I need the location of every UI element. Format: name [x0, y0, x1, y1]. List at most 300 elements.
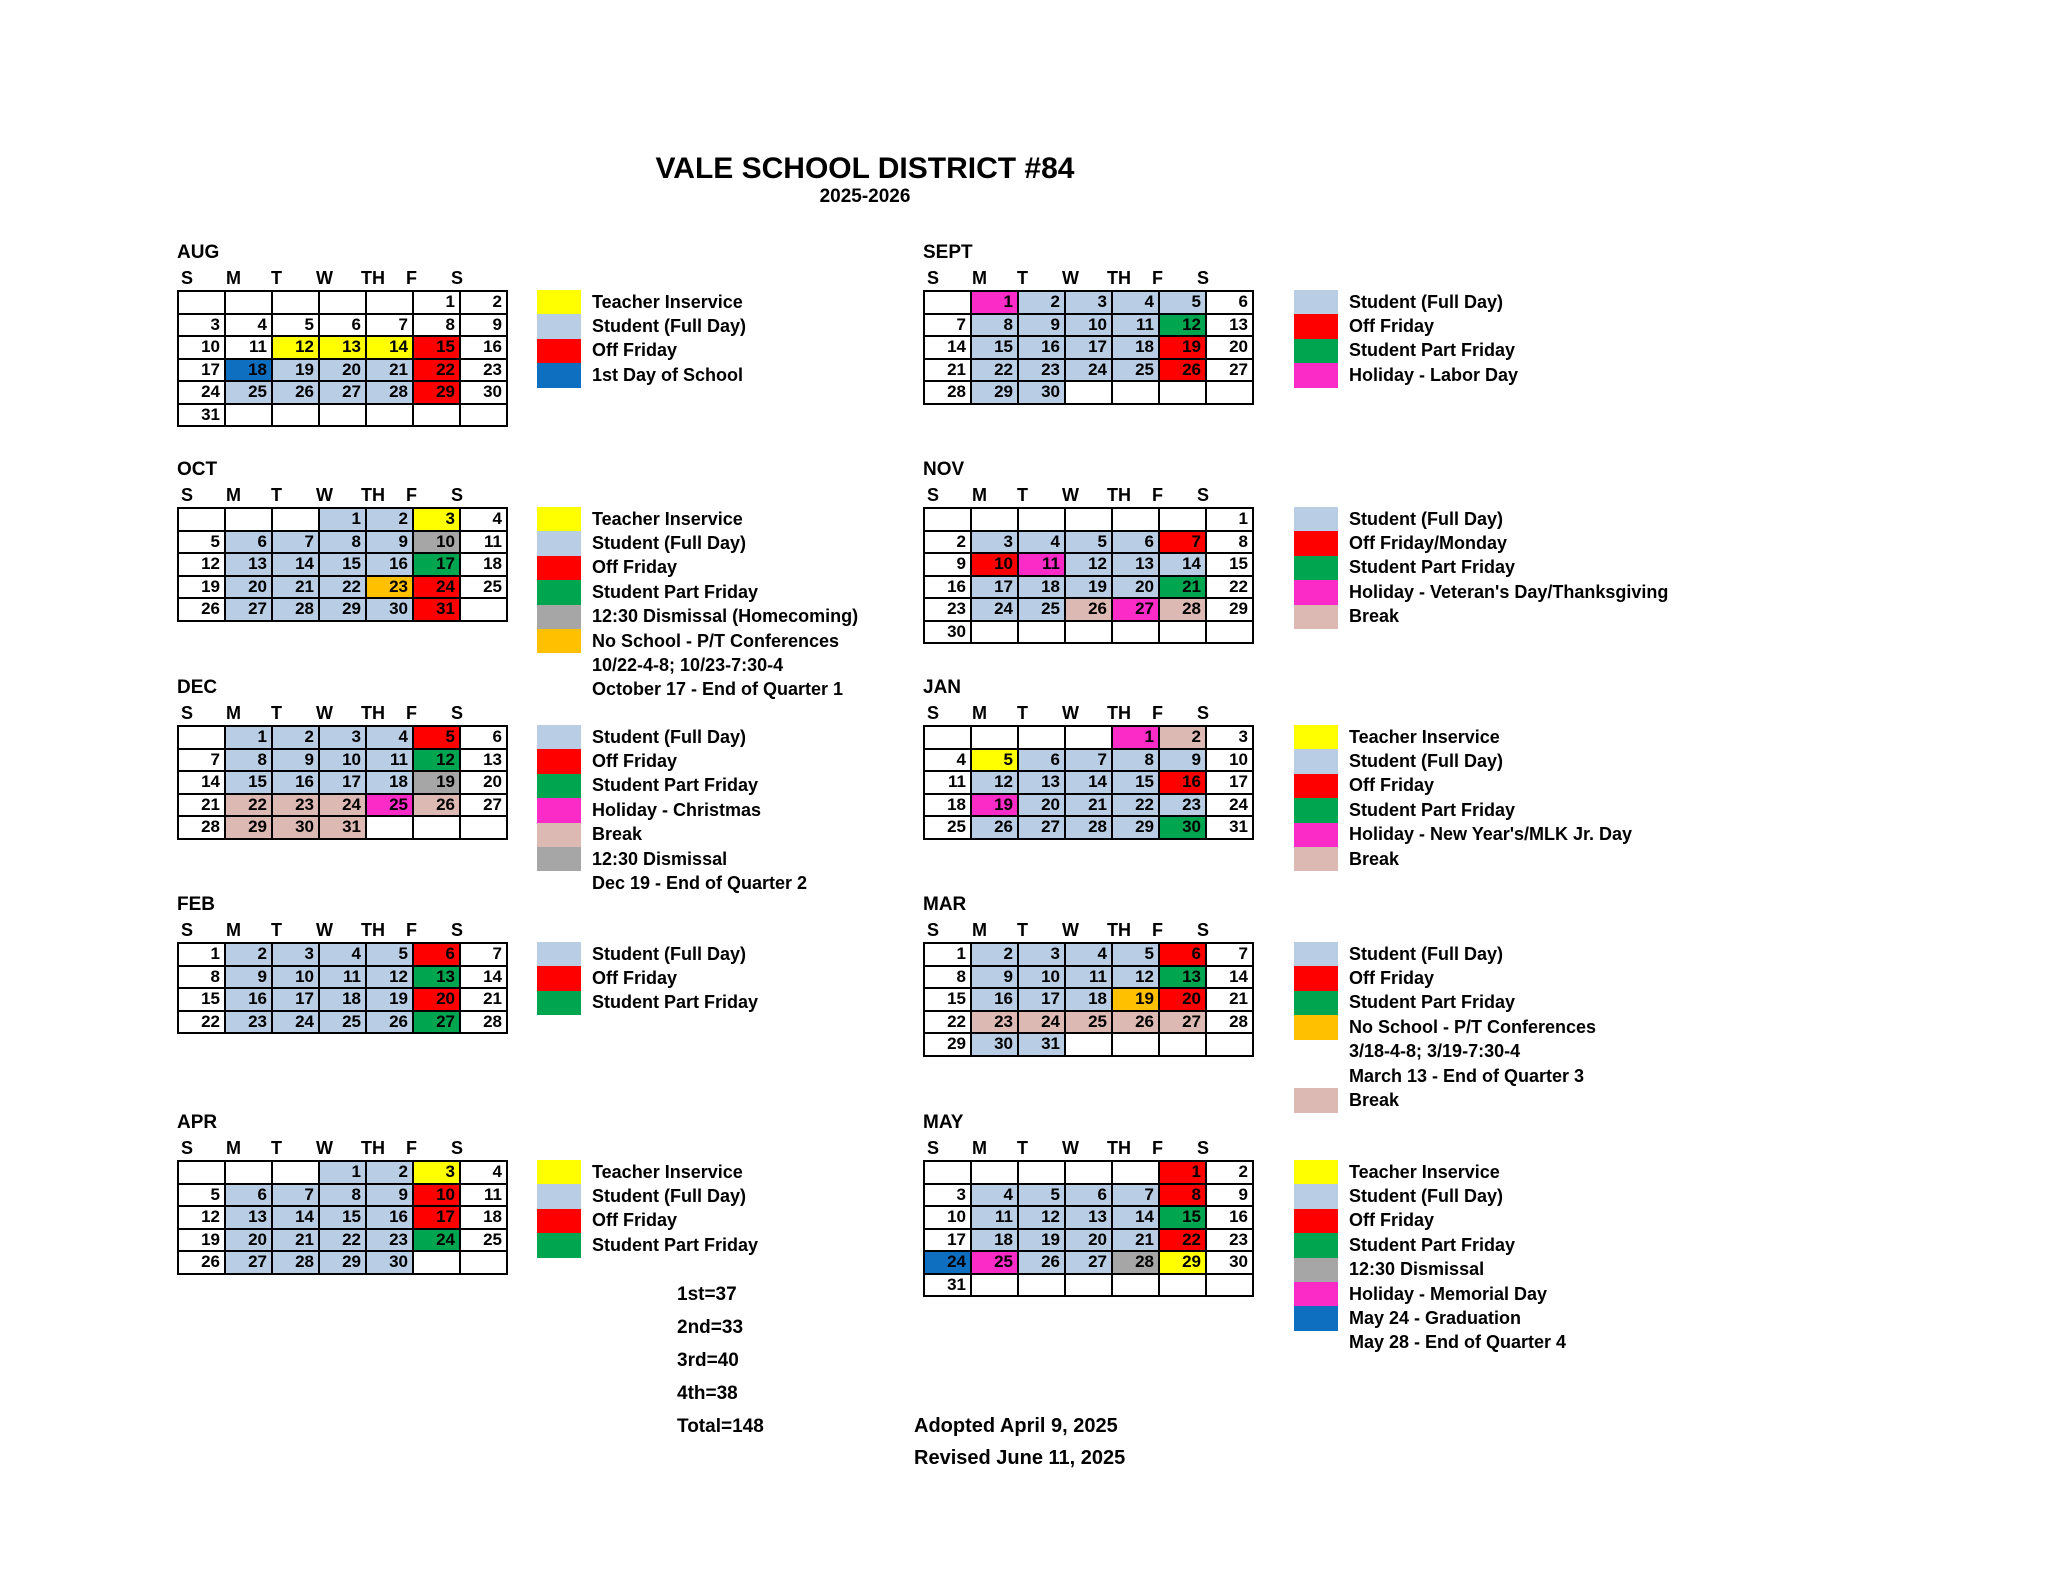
day-cell: 1: [924, 943, 971, 966]
week-row: [178, 598, 507, 621]
legend-label: Off Friday: [592, 968, 678, 989]
weekday-header: S: [927, 1138, 940, 1158]
day-cell: 13: [319, 336, 366, 359]
legend-row: [1294, 823, 1632, 847]
weekday-header: F: [406, 703, 417, 723]
day-cell: 24: [971, 598, 1018, 621]
weekday-header: T: [271, 1138, 282, 1158]
day-cell: 8: [1112, 749, 1159, 772]
legend-label: Student (Full Day): [592, 943, 746, 964]
day-cell: 31: [924, 1274, 971, 1297]
legend-row: [1294, 1040, 1596, 1064]
weekday-header: S: [927, 703, 940, 723]
day-cell: 22: [413, 359, 460, 382]
day-cell: 6: [1018, 749, 1065, 772]
week-row: [178, 336, 507, 359]
empty-day-cell: [924, 1161, 971, 1184]
day-cell: 12: [413, 749, 460, 772]
day-cell: 4: [460, 1161, 507, 1184]
empty-day-cell: [225, 404, 272, 427]
legend-row: [537, 290, 746, 314]
week-row: [178, 553, 507, 576]
legend-row: [537, 725, 807, 749]
day-cell: 10: [1018, 966, 1065, 989]
day-cell: 2: [272, 726, 319, 749]
day-cell: 28: [1065, 816, 1112, 839]
day-cell: 4: [319, 943, 366, 966]
legend-label: 12:30 Dismissal: [592, 848, 728, 869]
day-cell: 20: [319, 359, 366, 382]
day-cell: 24: [413, 576, 460, 599]
day-cell: 25: [1112, 359, 1159, 382]
day-cell: 8: [178, 966, 225, 989]
day-cell: 17: [178, 359, 225, 382]
week-row: [924, 359, 1253, 382]
legend-row: [537, 507, 858, 531]
day-cell: 11: [1065, 966, 1112, 989]
day-cell: 10: [413, 1184, 460, 1207]
empty-day-cell: [971, 508, 1018, 531]
day-cell: 26: [1159, 359, 1206, 382]
legend-swatch-off: [537, 339, 581, 363]
week-row: [178, 1184, 507, 1207]
legend-row: [537, 531, 858, 555]
month-nov-grid: [923, 507, 1254, 644]
day-cell: 2: [1018, 291, 1065, 314]
month-jan: [923, 677, 1254, 840]
weekday-header: S: [927, 268, 940, 288]
legend-row: [1294, 1088, 1596, 1112]
week-row: [924, 576, 1253, 599]
day-cell: 15: [319, 553, 366, 576]
day-cell: 10: [178, 336, 225, 359]
empty-day-cell: [413, 404, 460, 427]
empty-day-cell: [1112, 1161, 1159, 1184]
day-cell: 7: [272, 531, 319, 554]
legend-row: [537, 847, 807, 871]
day-cell: 27: [225, 1251, 272, 1274]
day-cell: 25: [366, 794, 413, 817]
month-apr: [177, 1112, 508, 1275]
legend-swatch-holiday: [1294, 1282, 1338, 1306]
weekday-header: F: [406, 1138, 417, 1158]
day-cell: 21: [272, 1229, 319, 1252]
weekday-header: T: [271, 268, 282, 288]
day-cell: 4: [971, 1184, 1018, 1207]
week-row: [178, 726, 507, 749]
weekday-header-row: [177, 485, 508, 507]
legend-swatch-off: [537, 556, 581, 580]
week-row: [924, 1251, 1253, 1274]
day-cell: 4: [225, 314, 272, 337]
month-label: SEPT: [923, 242, 973, 263]
day-cell: 26: [178, 598, 225, 621]
quarter-3-total: 3rd=40: [677, 1350, 739, 1371]
day-cell: 17: [272, 988, 319, 1011]
day-cell: 15: [924, 988, 971, 1011]
empty-day-cell: [225, 1161, 272, 1184]
day-cell: 2: [1159, 726, 1206, 749]
legend-row: [537, 605, 858, 629]
day-cell: 3: [272, 943, 319, 966]
day-cell: 2: [971, 943, 1018, 966]
week-row: [924, 621, 1253, 644]
legend-label: Off Friday: [592, 557, 678, 578]
empty-day-cell: [272, 508, 319, 531]
day-cell: 21: [366, 359, 413, 382]
legend-label: Student Part Friday: [592, 992, 759, 1013]
legend-label: Teacher Inservice: [592, 291, 743, 312]
day-cell: 26: [1112, 1011, 1159, 1034]
empty-day-cell: [1065, 726, 1112, 749]
legend-label: May 24 - Graduation: [1349, 1308, 1522, 1329]
legend-swatch-holiday: [1294, 580, 1338, 604]
day-cell: 19: [971, 794, 1018, 817]
empty-day-cell: [1065, 508, 1112, 531]
week-row: [178, 988, 507, 1011]
quarter-2-total: 2nd=33: [677, 1317, 744, 1338]
weekday-header: TH: [1107, 703, 1131, 723]
day-cell: 31: [413, 598, 460, 621]
day-cell: 2: [924, 531, 971, 554]
legend-row: [537, 314, 746, 338]
day-cell: 18: [1065, 988, 1112, 1011]
legend-label: Off Friday: [1349, 968, 1435, 989]
empty-day-cell: [1065, 621, 1112, 644]
day-cell: 5: [178, 531, 225, 554]
day-cell: 15: [1206, 553, 1253, 576]
legend-label: May 28 - End of Quarter 4: [1349, 1332, 1567, 1353]
week-row: [178, 1011, 507, 1034]
day-cell: 29: [225, 816, 272, 839]
month-label: NOV: [923, 459, 965, 480]
day-cell: 9: [225, 966, 272, 989]
day-cell: 30: [1206, 1251, 1253, 1274]
legend-row: [1294, 966, 1596, 990]
month-may-legend: [1294, 1160, 1566, 1355]
day-cell: 18: [971, 1229, 1018, 1252]
legend-label: 12:30 Dismissal: [1349, 1259, 1485, 1280]
day-cell: 4: [366, 726, 413, 749]
legend-swatch-off: [1294, 966, 1338, 990]
day-cell: 25: [1065, 1011, 1112, 1034]
month-dec: [177, 677, 508, 840]
day-cell: 13: [1112, 553, 1159, 576]
day-cell: 11: [1112, 314, 1159, 337]
week-row: [924, 598, 1253, 621]
day-cell: 6: [225, 531, 272, 554]
day-cell: 10: [272, 966, 319, 989]
weekday-header: TH: [361, 1138, 385, 1158]
empty-day-cell: [413, 1251, 460, 1274]
month-jan-grid: [923, 725, 1254, 840]
empty-day-cell: [1065, 381, 1112, 404]
day-cell: 4: [1065, 943, 1112, 966]
day-cell: 5: [178, 1184, 225, 1207]
legend-row: [1294, 749, 1632, 773]
legend-label: Holiday - Labor Day: [1349, 364, 1519, 385]
day-cell: 7: [366, 314, 413, 337]
legend-row: [1294, 1258, 1566, 1282]
day-cell: 20: [225, 1229, 272, 1252]
day-cell: 18: [460, 553, 507, 576]
legend-swatch-spacer: [1294, 1040, 1338, 1064]
legend-label: Student (Full Day): [592, 1186, 746, 1207]
day-cell: 16: [924, 576, 971, 599]
weekday-header-row: [177, 268, 508, 290]
day-cell: 13: [460, 749, 507, 772]
week-row: [178, 381, 507, 404]
day-cell: 14: [1206, 966, 1253, 989]
weekday-header: F: [1152, 1138, 1163, 1158]
day-cell: 16: [971, 988, 1018, 1011]
day-cell: 31: [319, 816, 366, 839]
day-cell: 9: [366, 1184, 413, 1207]
weekday-header: T: [1017, 1138, 1028, 1158]
legend-row: [537, 966, 758, 990]
day-cell: 8: [1206, 531, 1253, 554]
day-cell: 25: [971, 1251, 1018, 1274]
week-row: [178, 314, 507, 337]
day-cell: 14: [272, 553, 319, 576]
day-cell: 16: [1018, 336, 1065, 359]
weekday-header-row: [923, 920, 1254, 942]
month-sept-legend: [1294, 290, 1518, 388]
legend-swatch-student: [537, 1184, 581, 1208]
legend-label: Student Part Friday: [1349, 1234, 1516, 1255]
day-cell: 5: [1018, 1184, 1065, 1207]
adoption-note: [914, 1413, 1125, 1477]
day-cell: 28: [1206, 1011, 1253, 1034]
day-cell: 24: [1018, 1011, 1065, 1034]
weekday-header-row: [177, 703, 508, 725]
legend-swatch-holiday: [1294, 363, 1338, 387]
legend-swatch-first-day: [537, 363, 581, 387]
day-cell: 21: [1159, 576, 1206, 599]
legend-swatch-inservice: [537, 290, 581, 314]
day-cell: 8: [319, 1184, 366, 1207]
legend-row: [1294, 556, 1668, 580]
day-cell: 3: [413, 1161, 460, 1184]
day-cell: 20: [460, 771, 507, 794]
empty-day-cell: [1159, 508, 1206, 531]
year-total: Total=148: [677, 1416, 764, 1437]
month-label: OCT: [177, 459, 218, 480]
day-cell: 9: [924, 553, 971, 576]
month-dec-grid: [177, 725, 508, 840]
weekday-header: S: [451, 485, 464, 505]
day-cell: 28: [272, 598, 319, 621]
day-cell: 7: [1159, 531, 1206, 554]
week-row: [924, 336, 1253, 359]
day-cell: 30: [1018, 381, 1065, 404]
legend-swatch-off: [537, 749, 581, 773]
legend-swatch-off: [1294, 1209, 1338, 1233]
day-cell: 3: [1018, 943, 1065, 966]
weekday-header: W: [1062, 1138, 1079, 1158]
legend-swatch-off: [1294, 531, 1338, 555]
revised-date: Revised June 11, 2025: [914, 1447, 1126, 1469]
adopted-date: Adopted April 9, 2025: [914, 1415, 1118, 1437]
empty-day-cell: [971, 1161, 1018, 1184]
weekday-header: TH: [361, 485, 385, 505]
day-cell: 29: [971, 381, 1018, 404]
week-row: [924, 794, 1253, 817]
day-cell: 11: [225, 336, 272, 359]
day-cell: 27: [1159, 1011, 1206, 1034]
month-jan-legend: [1294, 725, 1632, 871]
legend-row: [537, 871, 807, 895]
empty-day-cell: [366, 816, 413, 839]
legend-swatch-student: [537, 531, 581, 555]
legend-swatch-break: [537, 823, 581, 847]
legend-swatch-spacer: [1294, 1331, 1338, 1355]
empty-day-cell: [460, 1251, 507, 1274]
empty-day-cell: [319, 404, 366, 427]
day-cell: 30: [971, 1033, 1018, 1056]
legend-row: [537, 1209, 758, 1233]
legend-row: [537, 991, 758, 1015]
legend-swatch-inservice: [537, 507, 581, 531]
day-cell: 4: [1112, 291, 1159, 314]
day-cell: 14: [924, 336, 971, 359]
legend-label: Student Part Friday: [1349, 992, 1516, 1013]
legend-label: Student Part Friday: [592, 1234, 759, 1255]
day-cell: 24: [1206, 794, 1253, 817]
day-cell: 3: [924, 1184, 971, 1207]
legend-row: [1294, 1184, 1566, 1208]
day-cell: 13: [413, 966, 460, 989]
day-cell: 22: [1206, 576, 1253, 599]
legend-label: Dec 19 - End of Quarter 2: [592, 873, 808, 894]
legend-row: [537, 580, 858, 604]
week-row: [178, 531, 507, 554]
day-cell: 18: [225, 359, 272, 382]
legend-row: [1294, 725, 1632, 749]
day-cell: 23: [366, 576, 413, 599]
day-cell: 1: [1159, 1161, 1206, 1184]
week-row: [924, 381, 1253, 404]
day-cell: 19: [1112, 988, 1159, 1011]
empty-day-cell: [1159, 1033, 1206, 1056]
day-cell: 6: [319, 314, 366, 337]
empty-day-cell: [1018, 1161, 1065, 1184]
week-row: [924, 1274, 1253, 1297]
month-aug-grid: [177, 290, 508, 427]
day-cell: 29: [1112, 816, 1159, 839]
week-row: [924, 1184, 1253, 1207]
day-cell: 16: [225, 988, 272, 1011]
day-cell: 23: [1018, 359, 1065, 382]
day-cell: 29: [924, 1033, 971, 1056]
weekday-header: F: [1152, 485, 1163, 505]
day-cell: 7: [178, 749, 225, 772]
empty-day-cell: [1112, 1274, 1159, 1297]
week-row: [924, 314, 1253, 337]
legend-swatch-holiday: [537, 798, 581, 822]
day-cell: 23: [225, 1011, 272, 1034]
legend-swatch-holiday: [1294, 823, 1338, 847]
month-label: AUG: [177, 242, 220, 263]
legend-swatch-off: [1294, 314, 1338, 338]
day-cell: 11: [366, 749, 413, 772]
weekday-header: W: [316, 485, 333, 505]
legend-row: [537, 629, 858, 653]
day-cell: 21: [1206, 988, 1253, 1011]
day-cell: 18: [460, 1206, 507, 1229]
day-cell: 27: [460, 794, 507, 817]
weekday-header-row: [923, 1138, 1254, 1160]
day-cell: 19: [272, 359, 319, 382]
day-cell: 5: [413, 726, 460, 749]
empty-day-cell: [178, 1161, 225, 1184]
month-oct-grid: [177, 507, 508, 622]
legend-row: [1294, 605, 1668, 629]
legend-swatch-off: [537, 1209, 581, 1233]
month-apr-legend: [537, 1160, 758, 1258]
legend-swatch-off: [1294, 774, 1338, 798]
day-cell: 24: [924, 1251, 971, 1274]
empty-day-cell: [319, 291, 366, 314]
weekday-header: F: [406, 268, 417, 288]
day-cell: 23: [366, 1229, 413, 1252]
week-row: [178, 1229, 507, 1252]
day-cell: 9: [1159, 749, 1206, 772]
legend-label: Off Friday: [592, 751, 678, 772]
day-cell: 28: [1159, 598, 1206, 621]
legend-label: Off Friday: [1349, 775, 1435, 796]
week-row: [924, 771, 1253, 794]
empty-day-cell: [1065, 1033, 1112, 1056]
day-cell: 11: [971, 1206, 1018, 1229]
legend-row: [537, 823, 807, 847]
legend-row: [1294, 1331, 1566, 1355]
day-cell: 19: [1065, 576, 1112, 599]
month-mar-legend: [1294, 942, 1596, 1113]
day-cell: 12: [178, 1206, 225, 1229]
day-cell: 29: [319, 598, 366, 621]
day-cell: 15: [1159, 1206, 1206, 1229]
day-cell: 20: [1206, 336, 1253, 359]
weekday-header: S: [181, 1138, 194, 1158]
day-cell: 22: [225, 794, 272, 817]
legend-label: Break: [1349, 848, 1400, 869]
day-cell: 20: [1065, 1229, 1112, 1252]
legend-row: [537, 774, 807, 798]
day-cell: 28: [178, 816, 225, 839]
day-cell: 16: [272, 771, 319, 794]
day-cell: 24: [1065, 359, 1112, 382]
legend-row: [1294, 774, 1632, 798]
weekday-header: T: [1017, 703, 1028, 723]
empty-day-cell: [924, 726, 971, 749]
empty-day-cell: [1159, 381, 1206, 404]
month-label: JAN: [923, 677, 962, 698]
month-label: FEB: [177, 894, 215, 915]
day-cell: 17: [319, 771, 366, 794]
empty-day-cell: [366, 404, 413, 427]
weekday-header: M: [972, 920, 987, 940]
legend-label: Student Part Friday: [592, 775, 759, 796]
legend-swatch-break: [1294, 1088, 1338, 1112]
week-row: [924, 508, 1253, 531]
weekday-header: W: [316, 268, 333, 288]
legend-label: 1st Day of School: [592, 364, 744, 385]
empty-day-cell: [413, 816, 460, 839]
legend-label: Break: [592, 824, 643, 845]
legend-label: Holiday - Memorial Day: [1349, 1283, 1548, 1304]
legend-row: [1294, 314, 1518, 338]
